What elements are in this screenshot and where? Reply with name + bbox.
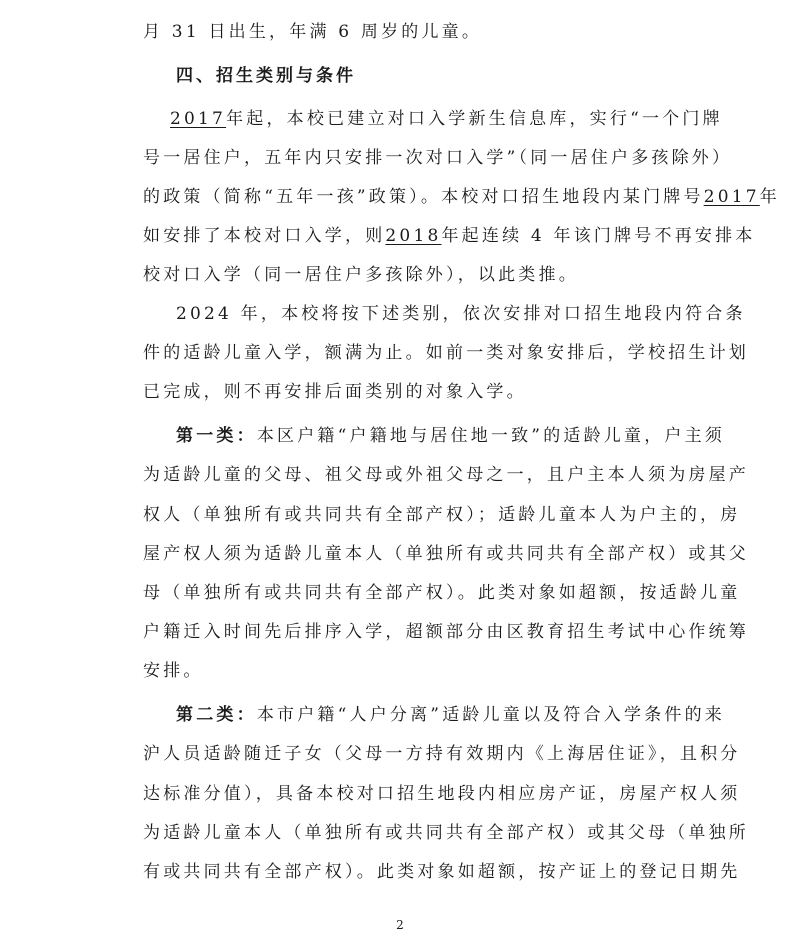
text-segment: 年起，本校已建立对口入学新生信息库，实行“一个门牌 — [226, 109, 723, 129]
text-line: 2024 年，本校将按下述类别，依次安排对口招生地段内符合条 — [176, 304, 746, 324]
text-line — [143, 224, 756, 248]
underlined-year: 2017 — [170, 109, 227, 129]
page-number: 2 — [396, 918, 404, 932]
text-line: 沪人员适龄随迁子女（父母一方持有效期内《上海居住证》，且积分 — [143, 744, 741, 764]
text-segment: 年起连续 4 年该门牌号不再安排本 — [441, 226, 756, 246]
text-segment: 的政策（简称“五年一孩”政策）。本校对口招生地段内某门牌号 — [143, 187, 704, 207]
text-line: 屋产权人须为适龄儿童本人（单独所有或共同共有全部产权）或其父 — [143, 544, 749, 564]
text-line: 母（单独所有或共同共有全部产权）。此类对象如超额，按适龄儿童 — [143, 583, 741, 603]
text-line: 为适龄儿童的父母、祖父母或外祖父母之一，且户主本人须为房屋产 — [143, 465, 749, 485]
text-line: 户籍迁入时间先后排序入学，超额部分由区教育招生考试中心作统筹 — [143, 622, 749, 642]
text-line: 已完成，则不再安排后面类别的对象入学。 — [143, 382, 527, 402]
category-label: 第一类： — [176, 426, 257, 446]
text-line: 校对口入学（同一居住户多孩除外），以此类推。 — [143, 265, 579, 285]
category-label: 第二类： — [176, 705, 257, 725]
underlined-year: 2017 — [703, 187, 760, 207]
text-segment: 年 — [759, 187, 780, 207]
text-segment: 本区户籍“户籍地与居住地一致”的适龄儿童，户主须 — [256, 426, 725, 446]
text-line: 达标准分值），具备本校对口招生地段内相应房产证，房屋产权人须 — [143, 784, 741, 804]
text-line: 有或共同共有全部产权）。此类对象如超额，按产证上的登记日期先 — [143, 862, 741, 882]
underlined-year: 2018 — [385, 226, 442, 246]
section-heading: 四、招生类别与条件 — [176, 66, 356, 86]
text-line — [170, 107, 723, 131]
text-line — [176, 424, 725, 448]
text-line: 安排。 — [143, 661, 204, 681]
text-line — [143, 185, 780, 209]
text-line: 为适龄儿童本人（单独所有或共同共有全部产权）或其父母（单独所 — [143, 823, 749, 843]
text-line — [176, 703, 725, 727]
text-line: 件的适龄儿童入学，额满为止。如前一类对象安排后，学校招生计划 — [143, 343, 749, 363]
text-segment: 本市户籍“人户分离”适龄儿童以及符合入学条件的来 — [256, 705, 725, 725]
text-segment: 如安排了本校对口入学，则 — [143, 226, 386, 246]
text-line: 权人（单独所有或共同共有全部产权）；适龄儿童本人为户主的，房 — [143, 505, 741, 525]
text-line: 号一居住户，五年内只安排一次对口入学”（同一居住户多孩除外） — [143, 148, 733, 168]
text-line: 月 31 日出生，年满 6 周岁的儿童。 — [143, 22, 483, 42]
